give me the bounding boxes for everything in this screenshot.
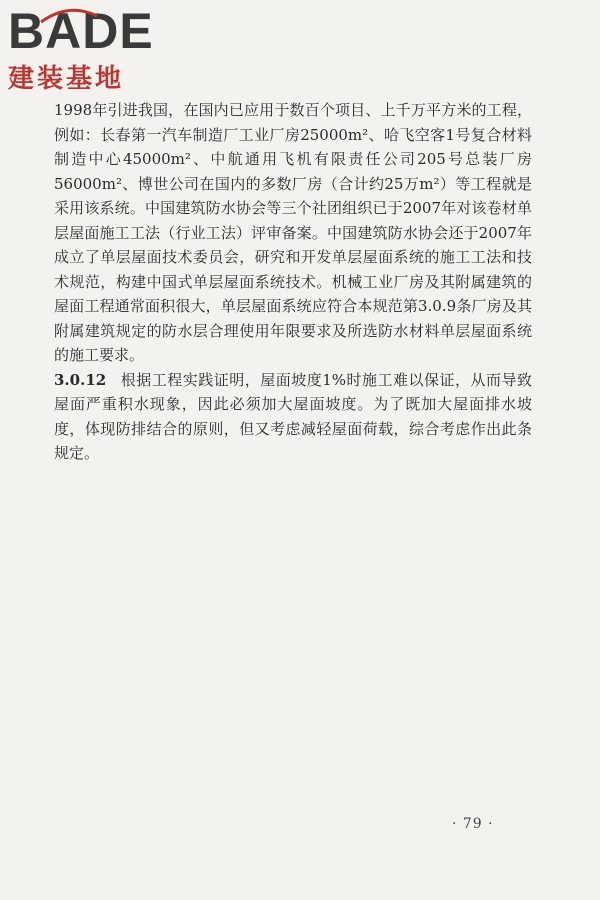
logo-wordmark: BADE bbox=[8, 3, 154, 59]
clause-text: 根据工程实践证明，屋面坡度1%时施工难以保证，从而导致屋面严重积水现象，因此必须加大屋面坡度。为了既加大屋面排水坡度，体现防排结合的原则，但又考虑减轻屋面荷载，综合考虑作出此条规定。 bbox=[54, 370, 532, 462]
logo-swoosh-icon bbox=[39, 6, 99, 26]
logo-subtitle: 建装基地 bbox=[8, 64, 125, 94]
page-body bbox=[54, 98, 532, 466]
page-number: · 79 · bbox=[452, 816, 494, 832]
clause-3-0-12 bbox=[54, 368, 532, 466]
clause-number: 3.0.12 bbox=[54, 370, 107, 389]
paragraph-continuation: 1998年引进我国，在国内已应用于数百个项目、上千万平方米的工程，例如：长春第一汽车制造厂工业厂房25000m²、哈飞空客1号复合材料制造中心45000m²、中航通用飞机有限责任公司205号总装厂房56000m²、博世公司在国内的多数厂房（合计约25万m²）等工程就是采用该系统。中国建筑防水协会等三个社团组织已于2007年对该卷材单层屋面施工工法（行业工法）评审备案。中国建筑防水协会还于2007年成立了单层屋面技术委员会，研究和开发单层屋面系统的施工工法和技术规范，构建中国式单层屋面系统技术。机械工业厂房及其附属建筑的屋面工程通常面积很大，单层屋面系统应符合本规范第3.0.9条厂房及其附属建筑规定的防水层合理使用年限要求及所选防水材料单层屋面系统的施工要求。 bbox=[54, 101, 532, 364]
